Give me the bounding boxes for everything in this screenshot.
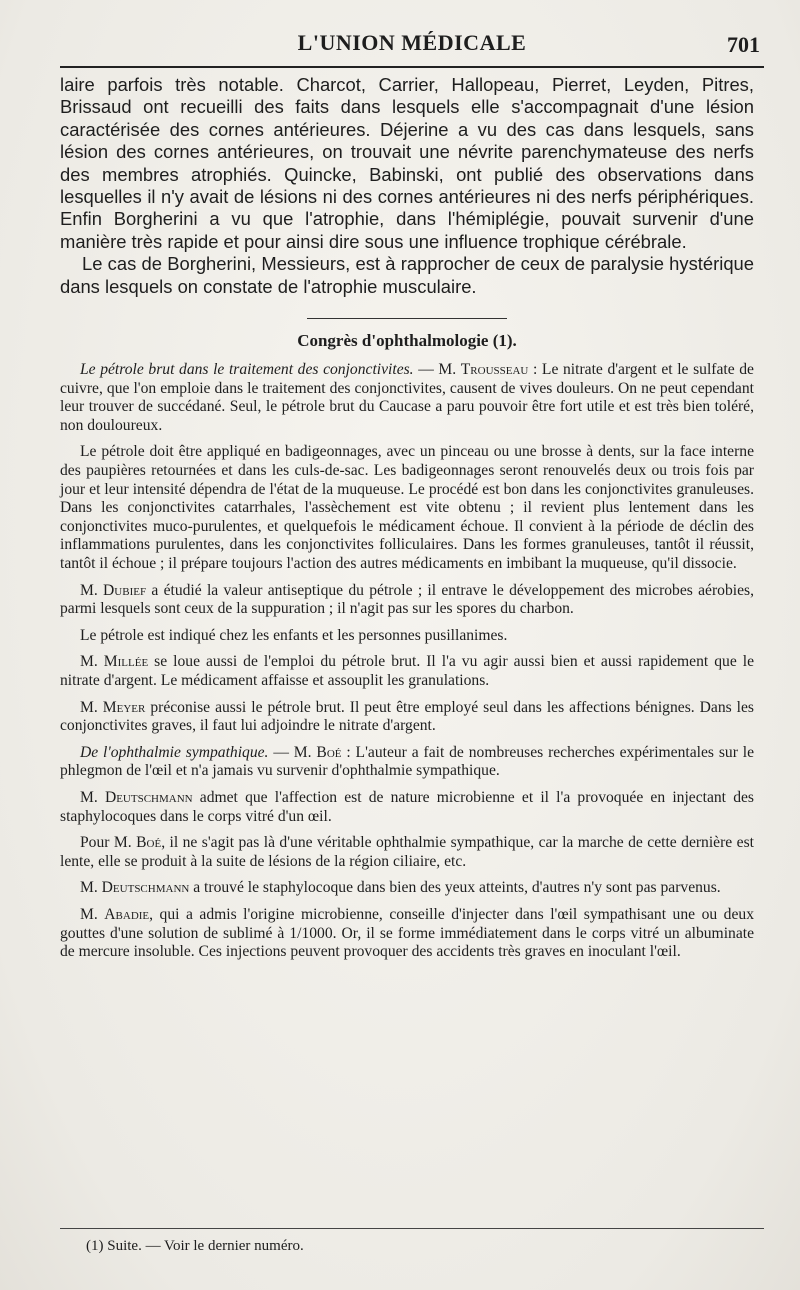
paragraph-text: , qui a admis l'origine microbienne, conseille d'injecter dans l'œil sympathisant une ou deux gouttes d'une solution de sublimé à 1/1000. Or, il se forme immédiatement dans le corps vitré un albuminate de mercure insoluble. Ces injections peuvent provoquer des accidents très graves en inoculant l'œil.	[60, 905, 754, 961]
prefix: M.	[80, 653, 104, 671]
paragraph-text: : Le nitrate d'argent et le sulfate de cuivre, que l'on emploie dans le traitement des conjonctivites, causent de vives douleurs. On ne peut cependant leur trouver de succédané. Seul, le pétrole brut du Caucase a paru pouvoir être fort utile et est très bien toléré, non douloureux.	[60, 361, 754, 434]
paragraph	[60, 699, 754, 736]
prefix: M.	[80, 698, 103, 716]
paragraph	[60, 653, 754, 690]
paragraph	[60, 582, 754, 619]
lead-paragraph: laire parfois très notable. Charcot, Carrier, Hallopeau, Pierret, Leyden, Pitres, Brissaud ont recueilli des faits dans lesquels elle s'accompagnait d'une lésion caractérisée des cornes antérieures. Déjerine a vu des cas dans lesquels, sans lésion des cornes antérieures, on trouvait une névrite parenchymateuse des nerfs des membres atrophiés. Quincke, Babinski, ont publié des observations dans lesquelles il n'y avait de lésions ni des cornes antérieures ni des nerfs périphériques. Enfin Borgherini a vu que l'atrophie, dans l'hémiplégie, pouvait survenir d'une manière très rapide et pour ainsi dire sous une influence trophique cérébrale.	[60, 74, 754, 252]
prefix: M.	[80, 581, 104, 599]
section-heading: Congrès d'ophthalmologie (1).	[297, 331, 517, 351]
paragraph	[60, 879, 754, 898]
prefix: M.	[80, 879, 102, 897]
author-name: Abadie	[104, 905, 150, 923]
paragraph-subtitle: De l'ophthalmie sympathique.	[80, 743, 269, 761]
paragraph	[60, 361, 754, 435]
header-rule	[60, 66, 764, 68]
paragraph	[60, 789, 754, 826]
paragraph	[60, 834, 754, 871]
section-divider	[307, 318, 507, 319]
running-title: L'UNION MÉDICALE	[297, 30, 527, 55]
paragraph-text: a trouvé le staphylocoque dans bien des yeux atteints, d'autres n'y sont pas parvenus.	[189, 879, 721, 897]
paragraph-text: a étudié la valeur antiseptique du pétrole ; il entrave le développement des microbes aérobies, parmi lesquels sont ceux de la suppuration ; il n'agit pas sur les spores du charbon.	[60, 581, 754, 618]
paragraph	[60, 906, 754, 962]
footnote-separator	[60, 1228, 764, 1229]
author-name: Millée	[103, 653, 149, 671]
author-name: Deutschmann	[104, 788, 193, 806]
author-name: Dubief	[103, 581, 147, 599]
author-name: Boé	[316, 743, 342, 761]
paragraph-text: se loue aussi de l'emploi du pétrole brut. Il l'a vu agir aussi bien et aussi rapidement que le nitrate d'argent. Le médicament affaisse et assouplit les granulations.	[60, 653, 754, 689]
page-header	[60, 26, 764, 60]
author-name: Deutschmann	[101, 879, 190, 897]
article-body	[60, 74, 754, 962]
paragraph-text: préconise aussi le pétrole brut. Il peut être employé seul dans les affections bénignes. Dans les conjonctivites graves, il faut lui adjoindre le nitrate d'argent.	[60, 698, 755, 735]
paragraph: Le pétrole doit être appliqué en badigeonnages, avec un pinceau ou une brosse à dents, sur la face interne des paupières retournées et dans les culs-de-sac. Les badigeonnages seront renouvelés deux ou trois fois par jour et leur intensité dépendra de l'état de la muqueuse. Le procédé est bon dans les conjonctivites granuleuses. Dans les conjonctivites catarrhales, l'assèchement est vite obtenu ; il revient plus lentement dans les conjonctivites muco-purulentes, et quelquefois le médicament échoue. Il convient à la période de déclin des inflammations purulentes, dans les conjonctivites folliculaires. Dans les formes granuleuses, tantôt il réussit, tantôt il échoue ; il prépare toujours l'action des autres médicaments en imbibant la muqueuse, qu'il dissocie.	[60, 443, 754, 572]
page-number: 701	[727, 32, 760, 57]
author-name: Meyer	[102, 698, 146, 716]
paragraph: Le pétrole est indiqué chez les enfants et les personnes pusillanimes.	[80, 626, 508, 644]
prefix: Pour M.	[80, 834, 137, 852]
footnote: (1) Suite. — Voir le dernier numéro.	[86, 1238, 304, 1254]
author-name: Boé	[136, 834, 162, 852]
lead-paragraph: Le cas de Borgherini, Messieurs, est à rapprocher de ceux de paralysie hystérique dans lesquels on constate de l'atrophie musculaire.	[60, 253, 754, 297]
paragraph-text: admet que l'affection est de nature microbienne et il l'a provoquée en injectant des staphylocoques dans le corps vitré d'un œil.	[60, 788, 754, 825]
paragraph-text: , il ne s'agit pas là d'une véritable ophthalmie sympathique, car la marche de cette dernière est lente, elle se produit à la suite de lésions de la région ciliaire, etc.	[60, 834, 754, 870]
prefix: M.	[80, 905, 105, 923]
prefix: M.	[80, 788, 105, 806]
dash: — M.	[268, 743, 317, 761]
dash: — M.	[413, 361, 461, 379]
paragraph-subtitle: Le pétrole brut dans le traitement des conjonctivites.	[80, 361, 414, 379]
author-name: Trousseau	[460, 361, 529, 379]
paragraph	[60, 744, 754, 781]
paragraph-text: : L'auteur a fait de nombreuses recherches expérimentales sur le phlegmon de l'œil et n'a jamais vu survenir d'ophthalmie sympathique.	[60, 743, 755, 780]
